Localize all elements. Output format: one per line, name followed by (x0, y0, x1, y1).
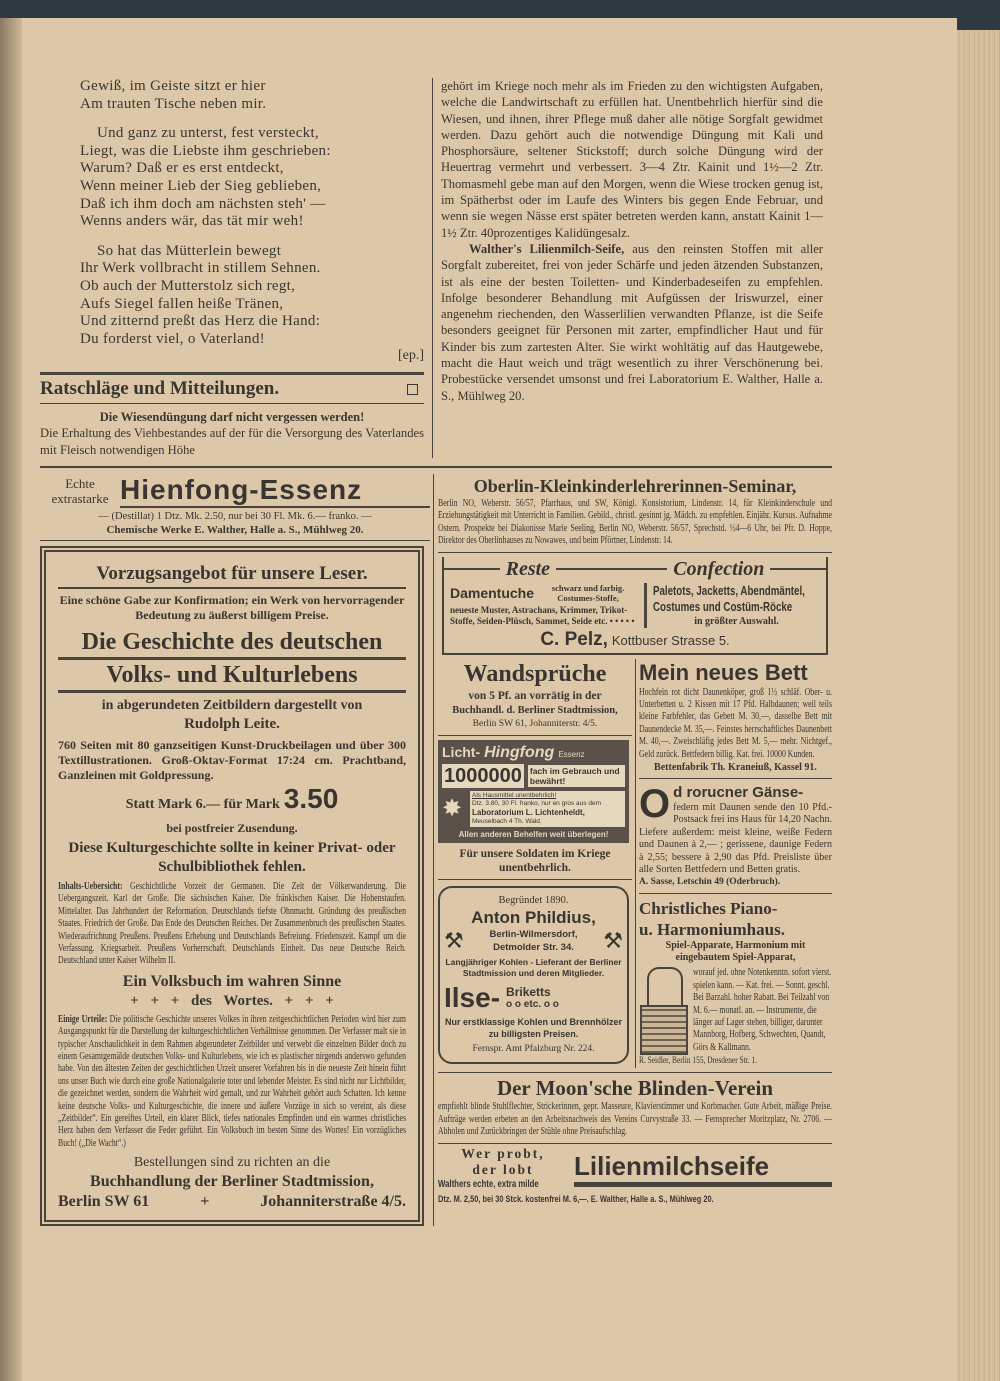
hammer-icon: ⚒ (603, 927, 623, 953)
poem-line: Warum? Daß er es erst entdeckt, (80, 160, 284, 177)
federn-firm: A. Sasse, Letschin 49 (Oderbruch). (639, 877, 781, 888)
article-body: gehört im Kriege noch mehr als im Frieden zu den wichtigsten Aufgaben, welche die Landwirtschaft zu erfüllen hat. Unentbehrlich hierfür sind die Wiesen, und ihnen, ihrer Pflege muß daher alle nötige Sorgfalt gewidmet werden. Dazu gehört auch die notwendige Düngung mit Kali und Phosphorsäure, seltener Stickstoff; durch solche Düngung wird der Heuertrag vermehrt und verbessert. 3—4 Ztr. Kainit und 1½—2 Ztr. Thomasmehl gebe man auf den Morgen, wenn die Wiese trocken genug ist, im Spätherbst oder im Laufe des Winters bis gegen Ende Februar, und wenn sie wegen Nässe erst später betreten werden kann, anstatt Kainit 1—1½ Ztr. 40prozentiges Kalidüngesalz. (441, 79, 823, 240)
wand-line-1: von 5 Pf. an vorrätig in der (468, 689, 602, 702)
book-ad (40, 546, 424, 1226)
hienfong-pre2: extrastarke (51, 490, 109, 506)
harmonium-illustration (639, 967, 689, 1055)
lilien-title: Lilienmilchseife (574, 1150, 770, 1181)
book-claim: Diese Kulturgeschichte sollte in keiner Privat- oder Schulbibliothek fehlen. (68, 839, 396, 875)
licht-l2: Dtz. 3.80, 30 Fl. franko, nur en gros aus dem (472, 799, 601, 807)
hienfong-pre1: Echte (65, 475, 95, 491)
pelz-footer (444, 628, 826, 653)
book-order: Bestellungen sind zu richten an die (133, 1155, 331, 1171)
phildius-address-row (444, 928, 623, 954)
oberlin-title: Oberlin-Kleinkinderlehrerinnen-Seminar, (473, 475, 797, 496)
phildius-address (468, 928, 599, 954)
book-contents (58, 881, 406, 968)
bett-title: Mein neues Bett (639, 659, 808, 685)
licht-brand-2: Hingfong (484, 743, 555, 761)
pelz-right-3: in größter Auswahl. (694, 615, 779, 627)
poem-line: Und zitternd preßt das Herz die Hand: (80, 313, 321, 330)
section-title: Ratschläge und Mitteilungen. (40, 378, 280, 400)
wand-title: Wandsprüche (463, 660, 607, 687)
licht-soldiers: Für unsere Soldaten im Kriege unentbehrlich. (459, 847, 611, 874)
piano-text: worauf jed. ohne Notenkenntn. sofort vierst. spielen kann. — Kat. frei. — Sonnt. geschl. Bei Barzahl. hoher Rabatt. Bei Teilzahl von M. 6.— monatl. an. — Instrumente, die länger auf Lager stehen, billiger, darunter Mannborg, Hofberg, Schwechten, Quandt, Görs & Kallmann. (693, 967, 832, 1053)
divider (40, 372, 424, 375)
square-icon (407, 384, 418, 395)
moon-title: Der Moon'sche Blinden-Verein (496, 1076, 774, 1101)
divider (438, 1143, 832, 1144)
ads-grid (438, 659, 832, 1069)
book-title-2: Volks- und Kulturlebens (106, 661, 358, 688)
phildius-city: Berlin-Wilmersdorf, (489, 928, 578, 940)
divider (40, 540, 430, 541)
pelz-left-head (450, 583, 638, 603)
pelz-colors: schwarz und farbig. Costumes-Stoffe, (551, 582, 625, 603)
pelz-address: Kottbuser Strasse 5. (611, 632, 730, 648)
hienfong-price: — (Destillat) 1 Dtz. Mk. 2.50, nur bei 30 Fl. Mk. 6.— franko. — (98, 510, 372, 522)
book-author: Rudolph Leite. (184, 715, 280, 732)
soap-article-title: Walther's Lilienmilch-Seife, (469, 241, 625, 256)
poem-line: Aufs Siegel fallen heiße Tränen, (80, 295, 284, 312)
book-volksbuch-2: + + + des Wortes. + + + (130, 992, 334, 1009)
divider (120, 506, 430, 508)
piano-body (639, 967, 832, 1055)
poem-line: Am trauten Tische neben mir. (80, 95, 267, 112)
divider (40, 466, 832, 468)
book-address (58, 1192, 406, 1212)
pelz-header (444, 557, 826, 581)
phildius-ilse-row (444, 982, 623, 1014)
book-by: in abgerundeten Zeitbildern dargestellt von (101, 697, 363, 713)
column-divider (432, 78, 433, 458)
divider (770, 568, 826, 570)
lilien-bottom: Dtz. M. 2,50, bei 30 Stck. kostenfrei M. 6,—. E. Walther, Halle a. S., Mühlweg 20. (438, 1193, 714, 1205)
lilien-left (438, 1146, 568, 1191)
ads-right-column (438, 474, 832, 1206)
page-edge-left (0, 18, 22, 1381)
lilien-right (568, 1150, 832, 1187)
pelz-right (653, 583, 820, 628)
hienfong-title-wrap (120, 474, 430, 508)
phildius-etc: o o etc. o o (506, 998, 559, 1010)
price-label: Statt Mark 6.— für Mark (125, 796, 280, 812)
hienfong-ad (40, 474, 430, 508)
divider (639, 893, 832, 894)
reviews-label: Einige Urteile: (58, 1013, 108, 1025)
book-headline: Vorzugsangebot für unsere Leser. (96, 562, 368, 584)
pelz-right-1: Paletots, Jacketts, Abendmäntel, (653, 583, 805, 598)
book-price (58, 783, 406, 821)
pelz-left (450, 583, 638, 627)
divider (58, 587, 406, 589)
address-sep: + (200, 1193, 210, 1211)
licht-l1: Als Hausmittel unentbehrlich! (472, 791, 557, 799)
hienfong-title: Hienfong-Essenz (120, 473, 363, 505)
divider (556, 568, 667, 570)
lilien-ad (438, 1146, 832, 1191)
licht-number-row (442, 764, 625, 788)
divider (58, 690, 406, 693)
pelz-confection: Confection (673, 557, 765, 580)
piano-title-2: u. Harmoniumhaus. (639, 920, 785, 940)
column-divider (433, 474, 434, 1226)
poem-line: Wenn meiner Lieb der Sieg geblieben, (80, 177, 322, 194)
ads-left-column (40, 474, 430, 1226)
column-divider (635, 659, 636, 1069)
article-subtitle: Die Wiesendüngung darf nicht vergessen werden! (99, 410, 365, 425)
book-sub: Eine schöne Gabe zur Konfirmation; ein Werk von hervorragender Bedeutung zu äußerst billigem Preise. (59, 592, 405, 622)
address-2: Johanniterstraße 4/5. (260, 1193, 406, 1211)
pelz-reste: Reste (505, 557, 551, 580)
licht-brand-row (442, 743, 625, 762)
federn-title: d rorucner Gänse- (673, 783, 804, 801)
licht-l5: Allen anderen Behelfen weit überlegen! (458, 829, 609, 839)
pelz-ad (442, 557, 828, 655)
page-stack (957, 30, 1000, 1381)
federn-text: federn mit Daunen sende den 10 Pfd.-Postsack frei ins Haus für 14,20 Nachn. Liefere außerdem: meist kleine, weiße Federn und Daunen à 2,— ; gerissene, daunige Federn à 2,55; bessere à 2,90 das Pfd. Preisliste über alle Sorten Bettfedern und Betten gratis. (639, 801, 832, 875)
licht-number: 1000000 (444, 764, 522, 787)
price-value: 3.50 (283, 782, 339, 814)
lilien-l3: Walthers echte, extra milde (438, 1178, 539, 1190)
poem-signature: [ep.] (397, 348, 424, 364)
federn-initial: O (639, 782, 671, 826)
piano-title-1: Christliches Piano- (639, 899, 778, 919)
lilien-l2: der lobt (472, 1161, 534, 1177)
licht-brand: Licht- (442, 743, 481, 760)
phildius-phone: Fernspr. Amt Pfalzburg Nr. 224. (472, 1043, 595, 1054)
phildius-ilse: Ilse- (444, 981, 501, 1013)
phildius-name: Anton Phildius, (471, 907, 596, 927)
divider (438, 879, 632, 880)
pelz-left-text: neueste Muster, Astrachans, Krimmer, Trikot-Stoffe, Seiden-Plüsch, Sammet, Seide etc. • • • • • (450, 604, 635, 626)
divider (438, 1072, 832, 1073)
bett-firm: Bettenfabrik Th. Kraneiuß, Kassel 91. (654, 761, 817, 773)
pelz-firm: C. Pelz, (540, 628, 608, 650)
right-column (441, 78, 823, 404)
moon-text: empfiehlt blinde Stuhlflechter, Strickerinnen, gepr. Masseure, Klavierstimmer und Korbmacher. Gute Arbeit, mäßige Preise. Aufträge werden erbeten an den Arbeitsnachweis des Vereins Curvystraße 33. — Fernsprecher Moritzplatz, Nr. 2706. — Abholen und Zurückbringen der Stühle ohne Preisaufschlag. (438, 1101, 832, 1138)
poem-line: Liegt, was die Liebste ihm geschrieben: (80, 142, 331, 159)
divider (444, 568, 500, 570)
soap-article (441, 241, 823, 404)
lilien-l1: Wer probt, (461, 1145, 545, 1161)
wand-line-2: Buchhandl. d. Berliner Stadtmission, (452, 704, 618, 716)
ads-grid-right (639, 659, 832, 1069)
phildius-briketts: Briketts (506, 984, 551, 999)
book-shipping: bei postfreier Zusendung. (166, 820, 298, 835)
hammer-icon: ⚒ (444, 927, 464, 953)
divider (574, 1182, 832, 1187)
wand-line-3: Berlin SW 61, Johanniterstr. 4/5. (472, 718, 598, 729)
piano-text-wrap (693, 967, 832, 1054)
federn-ad (639, 783, 832, 889)
pelz-body (444, 581, 826, 628)
poem-line: Gewiß, im Geiste sitzt er hier (80, 78, 266, 94)
left-column (40, 78, 424, 458)
licht-details (470, 791, 625, 827)
book-volksbuch-1: Ein Volksbuch im wahren Sinne (122, 972, 342, 990)
licht-detail-row (442, 791, 625, 827)
licht-brand-3: Essenz (558, 749, 585, 759)
poem-line: Wenns anders wär, das tät mir weh! (80, 213, 304, 230)
poem-line: Ob auch der Mutterstolz sich regt, (80, 277, 296, 294)
pelz-right-2: Costumes und Costüm-Röcke (653, 599, 793, 614)
reviews-source: („Die Wacht“.) (79, 1137, 126, 1149)
divider (644, 583, 647, 628)
divider (639, 778, 832, 779)
divider (40, 403, 424, 404)
divider (438, 552, 832, 553)
reviews-text: Die politische Geschichte unseres Volkes in ihren zeitgeschichtlichen Perioden wird hier zum Ausgangspunkt für die Darstellung der kulturgeschichtlichen Verhältnisse genommen. Der Verfasser malt sie in typischer Anschaulichkeit in dem Rahmen abgerundeter Zeitbilder und verwebt die einzelnen Bilder doch zu einem Gesamtgemälde deutschen Volks- und Kulturlebens, wie ich es plastischer nirgends anderswo gefunden habe. Von den ältesten Zeiten der geschichtlichen Urzeit unserer Vorfahren bis in die neueste Zeit hinein führt uns unser Buch wie durch eine große Nationalgalerie toter und lebender Meister. Es sind nicht nur Lichtbilder, die gezeichnet werden, sondern die Wahrheit wird gemalt, und zur Wahrheit gehört auch Schatten. Ich kenne keine deutsche Volks- und Kulturgeschichte, die innere und äußere Vorzüge in sich so vereint, als diese „Zeitbilder“. Ein gereiftes Urteil, ein klarer Blick, tiefes nationales Empfinden und ein warmes christliches Herz haben dem Verfasser die Feder geführt. Ein Volksbuch im besten Sinne des Wortes! Ein vorzügliches Buch! (58, 1013, 406, 1149)
hienfong-prefix (40, 476, 120, 506)
contents-label: Inhalts-Uebersicht: (58, 880, 123, 892)
section-header (40, 377, 424, 401)
book-specs: 760 Seiten mit 80 ganzseitigen Kunst-Druckbeilagen und über 300 Textillustrationen. Groß-Oktav-Format 17:24 cm. Prachtband, Ganzleinen mit Goldpressung. (58, 737, 406, 782)
divider (438, 735, 632, 736)
lilien-slogan (438, 1146, 568, 1178)
poem-line: Daß ich ihm doch am nächsten steh' — (80, 195, 326, 212)
address-1: Berlin SW 61 (58, 1193, 150, 1211)
phildius-ad (438, 886, 629, 1064)
hienfong-company: Chemische Werke E. Walther, Halle a. S., Mühlweg 20. (106, 523, 364, 536)
poem-line: Und ganz zu unterst, fest versteckt, (97, 125, 319, 142)
top-section (40, 78, 832, 458)
licht-claim: fach im Gebrauch und bewährt! (528, 765, 625, 787)
contents-text: Geschichtliche Vorzeit der Germanen. Die Zeit der Völkerwanderung. Die Uebergangszeit. Karl der Große. Die sächsischen Kaiser. Die fränkischen Kaiser. Die Hohenstaufen. Mittelalter. Das Jahrhundert der Reformation. Deutschlands tiefste Ohnmacht. Gründung des preußischen Staates. Friedrich der Große. Das Ende des Deutschen Reiches. Der Zusammenbruch des preußischen Staates. Wiederaufrichtung Preußens. Preußens Erhebung und Deutschlands Befreiung. Friedenszeit. Kampf um die Verfassung. Kriegsarbeit. Preußens Vorherrschaft. Deutschlands Einheit. Das neue Deutsche Reich. Deutschland unter Kaiser Wilhelm II. (58, 880, 407, 967)
star-icon: ✸ (442, 795, 463, 822)
page-content (40, 78, 832, 1226)
phildius-founded: Begründet 1890. (498, 894, 569, 906)
article-intro: Die Erhaltung des Viehbestandes auf der für die Versorgung des Vaterlandes mit Fleisch notwendigen Höhe (40, 426, 424, 457)
poem (40, 78, 424, 348)
book-title-1: Die Geschichte des deutschen (81, 628, 383, 655)
licht-l3: Laboratorium L. Lichtenheldt, (472, 807, 585, 817)
piano-firm: R. Seidler, Berlin 155, Dresdener Str. 1. (639, 1056, 758, 1067)
ads-section (40, 474, 832, 1226)
oberlin-text: Berlin NO, Weberstr. 56/57, Pfarrhaus, und SW, Königl. Konsistorium, Lindenstr. 14, für Kleinkinderschule und Erziehungstätigkeit mit Unterricht in Familien. Gebild., christl. gesinnt jg. Mädch. zu empfehlen. Einjähr. Kursus. Aufnahme Ostern. Prospekte bei Diakonisse Marie Seeling, Berlin NO, Weberstr. 56/57, Sprechstd. ½4—6 Uhr, bei Pfr. D. Hoppe, Direktor des Oberlinhauses zu Nowawes, und beim Pförtner, Lindenstr. 14. (438, 497, 832, 547)
poem-line: So hat das Mütterlein bewegt (97, 242, 282, 259)
phildius-briketts-wrap (506, 985, 559, 1011)
piano-sub: Spiel-Apparate, Harmonium mit eingebautem Spiel-Apparat, (665, 940, 806, 964)
pelz-damentuche: Damentuche (450, 584, 535, 601)
bett-text: Hochfein rot dicht Daunenköper, groß 1½ schläf. Ober- u. Unterbetten u. 2 Kissen mit 17 Pfd. Halbdaunen; weil teils kleine Farbfehler, das Gebett M. 30,—, dasselbe Bett mit Daunendecke M. 35,—. Feinstes herrschaftliches Daunenbett M. 40,—. Zweischläfig jedes Bett M. 5,— mehr. Nichtgef., Geld zurück. Bettfedern billig. Kat. frei. 10000 Kunden. (639, 686, 832, 760)
book-publisher: Buchhandlung der Berliner Stadtmission, (90, 1173, 374, 1191)
licht-ad (438, 740, 629, 843)
soap-article-text: aus den reinsten Stoffen mit aller Sorgfalt zubereitet, frei von jeder Schärfe und jeden ätzenden Substanzen, ist als eine der besten Toiletten- und Kinderbadeseifen zu empfehlen. Infolge besonderer Behandlung mit Aufgüssen der Iriswurzel, einer angenehm riechenden, den Wasserlilien verwandten Pflanze, ist die Seife besonders geeignet für Personen mit zarter, empfindlicher Haut und für Kinder bis zum zartesten Alter. Sie wirkt wohltätig auf das Hautgewebe, macht die Haut weich und trägt wesentlich zu ihrer Verschönerung bei. Probestücke versendet umsonst und frei Laboratorium E. Walther, Halle a. S., Mühlweg 20. (441, 241, 823, 403)
ads-grid-left (438, 659, 632, 1064)
licht-l4: Meuselbach 4 Th. Wald. (472, 817, 542, 825)
phildius-text: Langjähriger Kohlen - Lieferant der Berliner Stadtmission und deren Mitglieder. (445, 956, 622, 978)
book-reviews (58, 1014, 406, 1150)
phildius-quality: Nur erstklassige Kohlen und Brennhölzer zu billigsten Preisen. (444, 1016, 623, 1039)
phildius-street: Detmolder Str. 34. (493, 941, 574, 953)
poem-line: Ihr Werk vollbracht in stillem Sehnen. (80, 260, 321, 277)
poem-line: Du forderst viel, o Vaterland! (80, 330, 265, 347)
